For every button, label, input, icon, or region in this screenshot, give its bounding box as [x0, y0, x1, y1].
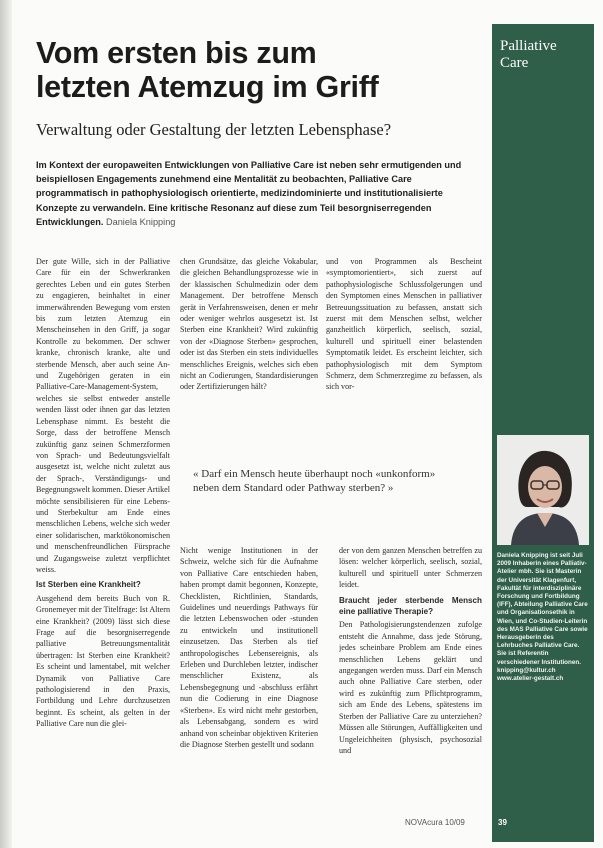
author-photo: [497, 435, 589, 545]
paragraph: Nicht wenige Institutionen in der Schweiz, welche sich für die Aufnahme von Palliative Care entschieden haben, haben prompt damit begonnen, Konzepte, Checklisten, Richtlinien, Standards, Guidelines und neuerdings Pathways für die letzten Lebenswochen oder -stunden zu entwickeln und institutionell einzusetzen. Das Sterben als tief anthropologisches Lebensereignis, als Erleben und Durchleben letzter, indischer menschlicher Existenz, als Lebensbegegnung und -abschluss erfährt nun die Codierung in eine Diagnose «Sterben». Es wird nicht mehr gestorben, als Lebensabgang, sondern es wird anhand von scheinbar objektiven Kriterien die Diagnose Sterben gestellt und sodann: [180, 546, 318, 749]
title-line1: Vom ersten bis zum: [36, 36, 317, 70]
body-column-3-lower: [339, 545, 482, 839]
section-sidebar: [492, 24, 594, 842]
lead-paragraph: [36, 158, 486, 229]
paragraph: Ausgehend dem bereits Buch von R. Gronemeyer mit der Titelfrage: Ist Altern eine Krankheit? (2009) lässt sich diese Frage auf die besorgniserregende palliative Betreuungsmentalität übertragen: Ist Sterben eine Krankheit? Es scheint und lamentabel, mit welcher Dynamik von Palliative Care pathologisierend in den Praxis, Fortbildung und Lehre durchzusetzen beginnt. Es scheint, als gelten in der Palliative Care nun die glei-: [36, 593, 170, 729]
pull-quote: « Darf ein Mensch heute überhaupt noch «unkonform» neben dem Standard oder Pathway sterben? »: [193, 468, 436, 494]
article-subtitle: Verwaltung oder Gestaltung der letzten Lebensphase?: [36, 120, 392, 139]
article-title: [36, 36, 481, 104]
body-column-1: [36, 256, 170, 838]
paragraph: Der gute Wille, sich in der Palliative Care für ein der Schwerkranken gerechtes Leben und ein gutes Sterben zu engagieren, beinhaltet in einer immerwährenden Bewegung vom ersten bis zum letzten Atemzug ein Menscheinsehen in den Griff, ja sogar Kontrolle zu bekommen. Der schwer kranke, chronisch kranke, alte und sterbende Mensch, aber auch seine An- und Zugehörigen geraten in ein Palliative-Care-Management-System, welches sie selbst entweder anstelle wenden lässt oder ihnen gar das letzten Lebensphase nimmt. Es besteht die Sorge, dass der betroffene Mensch zukünftig ganz seinen Schmerzformen von Sprach- und Bedeutungsvielfalt ausgesetzt ist, welche nicht zuletzt aus der Sprach-, Verständigungs- und Begegnungswelt kommen. Dieser Artikel möchte sensibilisieren für eine Lebens- und Sterbekultur am Ende eines menschlichen Lebens, welche sich weder einer solidarischen, marktökonomischen und menschenfreundlichen Fürsprache und Zugangsweise zuletzt verpflichtet weiss.: [36, 257, 170, 574]
page-spine-shadow: [0, 0, 12, 848]
section-label-line2: Care: [500, 55, 529, 71]
body-column-2-lower: [180, 545, 318, 839]
paragraph: der von dem ganzen Menschen betreffen zu lösen: welcher körperlich, seelisch, sozial, kulturell und spirituell unter Schmerzen leidet.: [339, 546, 482, 590]
body-column-3: [326, 256, 482, 426]
page-number: 39: [498, 818, 507, 827]
lead-author: Daniela Knipping: [105, 216, 176, 227]
author-portrait-icon: [497, 435, 589, 545]
author-bio: Daniela Knipping ist seit Juli 2009 Inhaberin eines Palliativ-Atelier mbh. Sie ist Masterin der Universität Klagenfurt, Fakultät für interdisziplinäre Forschung und Fortbildung (IFF), Abteilung Palliative Care und Organisationsethik in Wien, und Co-Studien-Leiterin des MAS Palliative Care sowie Herausgeberin des Lehrbuches Palliative Care. Sie ist Referentin verschiedener Institutionen. knipping@kultur.ch www.atelier-gestalt.ch: [497, 552, 588, 683]
paragraph: Den Pathologisierungstendenzen zufolge entsteht die Annahme, dass jede Störung, jedes scheinbare Problem am Ende eines menschlichen Lebens geklärt und angegangen werden muss. Darf ein Mensch auch ohne Palliative Care sterben, oder wird es zukünftig zum Pflichtprogramm, sich am Ende des Lebens, spätestens im Sterben der Palliative Care zu unterziehen? Müssen alle Störungen, Auffälligkeiten und Ungeleichheiten (physisch, psychosozial und: [339, 620, 482, 755]
section-label: [500, 38, 590, 72]
section-label-line1: Palliative: [500, 38, 557, 54]
subheading: Ist Sterben eine Krankheit?: [36, 580, 141, 590]
body-column-2: [180, 256, 318, 436]
paragraph: und von Programmen als Bescheint «symptomorientiert», sich zuerst auf pathophysiologische Schlussfolgerungen und den Symptomen eines Menschen in palliativer Betreuungssituation zu befassen, anstatt sich zuerst mit dem Menschen selbst, welcher ganzheitlich körperlich, seelisch, sozial, kulturell und spirituell einer belastenden Symptomatik leidet. Es erscheint leichter, sich pathophysiologisch mit dem Symptom Schmerz, dem Schmerzregime zu befassen, als sich vor-: [326, 257, 482, 392]
footer-publication: NOVAcura 10/09: [405, 818, 465, 827]
subheading: Braucht jeder sterbende Mensch eine palliative Therapie?: [339, 595, 482, 617]
title-line2: letzten Atemzug im Griff: [36, 70, 379, 104]
lead-text: Im Kontext der europaweiten Entwicklungen von Palliative Care ist neben sehr ermutigenden und beispiellosen Engagements zunehmend eine Mentalität zu beobachten, Palliative Care programmatisch in pathophysiologisch orientierte, medizindominierte und institutionalisierte Konzepte zu verwandeln. Eine kritische Resonanz auf diese zum Teil besorgniserregenden Entwicklungen.: [36, 160, 462, 227]
paragraph: chen Grundsätze, das gleiche Vokabular, die gleichen Behandlungsprozesse wie in der klassischen Schulmedizin oder dem Management. Der betroffene Mensch gerät in Verfahrensweisen, denen er mehr oder weniger wehrlos ausgesetzt ist. Ist Sterben eine Krankheit? Wird zukünftig von der «Diagnose Sterben» gesprochen, oder ist das Sterben ein stets individuelles menschliches Ereignis, welches sich eben nicht an Codierungen, Standardisierungen oder Zertifizierungen hält?: [180, 257, 318, 392]
